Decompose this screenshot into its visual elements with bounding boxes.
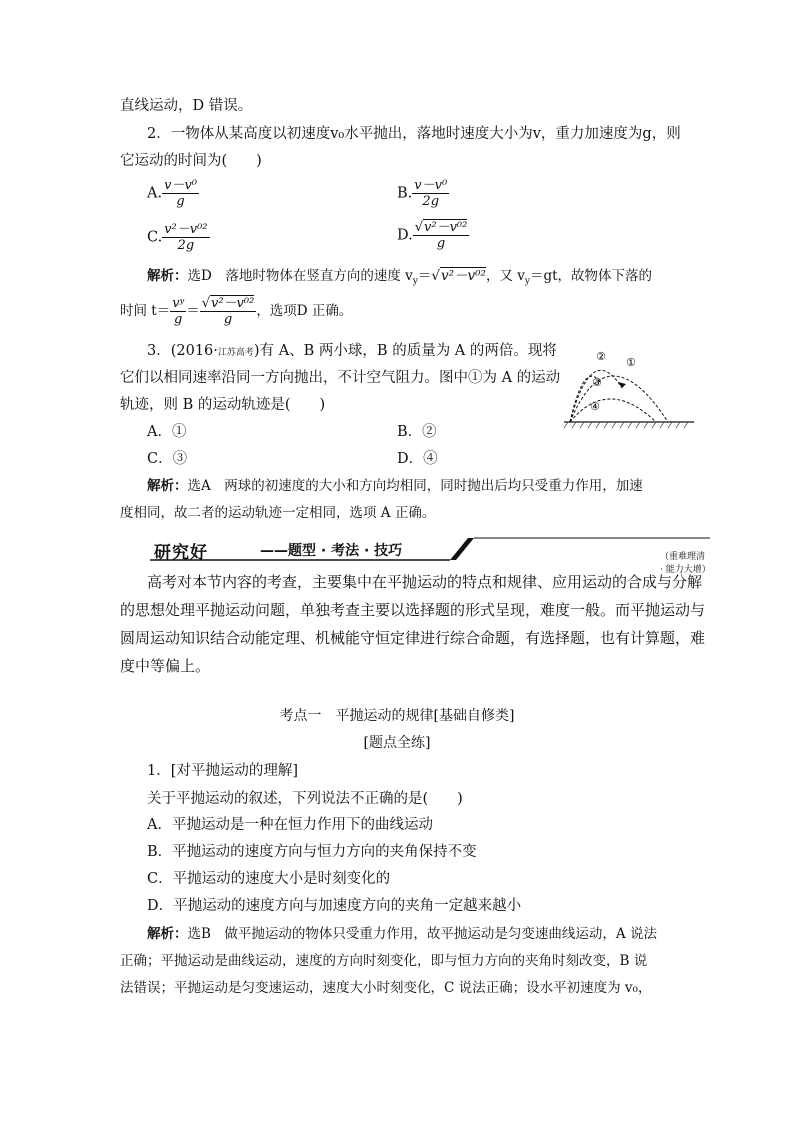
figure-label-2: ② — [596, 350, 606, 363]
overview-line2: 的思想处理平抛运动问题，单独考查主要以选择题的形式呈现，难度一般。而平抛运动与 — [120, 601, 706, 619]
fraction — [162, 222, 209, 253]
sqrt-radicand: v²－v⁰² — [424, 220, 468, 235]
p1-tag: 1．[对平抛运动的理解] — [147, 763, 299, 779]
option-letter: B. — [397, 185, 413, 202]
q2-stem-line2: 它运动的时间为( ) — [120, 153, 262, 169]
sqrt-sign: √ — [414, 220, 424, 235]
section-subheading: [题点全练] — [363, 735, 431, 751]
section-heading: 考点一 平抛运动的规律[基础自修类] — [279, 708, 515, 724]
q3-stem-line2: 它们以相同速率沿同一方向抛出，不计空气阻力。图中①为 A 的运动 — [120, 370, 561, 386]
denominator: 2g — [177, 238, 195, 253]
analysis-label: 解析： — [147, 926, 188, 942]
option-letter: A. — [147, 185, 163, 202]
q3-option-c[interactable]: C．③ — [147, 451, 188, 467]
trajectory-4 — [570, 399, 656, 422]
denominator: g — [223, 312, 233, 327]
q2-stem-line1: 2．一物体从某高度以初速度v₀水平抛出，落地时速度大小为v，重力加速度为g，则 — [147, 126, 681, 142]
denominator: g — [176, 194, 185, 209]
q3-source: 江苏高考 — [217, 348, 254, 358]
fraction — [200, 296, 257, 327]
figure-label-3: ③ — [592, 376, 602, 389]
analysis-text: ＝gt，故物体下落的 — [529, 268, 653, 284]
p1-option-a[interactable]: A．平抛运动是一种在恒力作用下的曲线运动 — [147, 817, 433, 833]
analysis-text: 选B 做平抛运动的物体只受重力作用，故平抛运动是匀变速曲线运动，A 说法 — [187, 926, 657, 942]
sqrt-sign: √ — [431, 268, 440, 284]
numerator: vʸ — [172, 296, 185, 311]
analysis-label: 解析： — [147, 268, 188, 284]
analysis-text: 选D 落地时物体在竖直方向的速度 v — [187, 268, 413, 284]
fraction — [412, 178, 449, 209]
p1-analysis-line3: 法错误；平抛运动是匀变速运动，速度大小时刻变化，C 说法正确；设水平初速度为 v₀， — [120, 980, 652, 996]
p1-option-b[interactable]: B．平抛运动的速度方向与恒力方向的夹角保持不变 — [147, 844, 477, 860]
banner-decoration — [150, 536, 710, 564]
q3-number: 3．(2016· — [147, 343, 218, 359]
overview-line3: 圆周运动知识结合动能定理、机械能守恒定律进行综合命题，有选择题，也有计算题，难 — [120, 629, 706, 647]
numerator: v－v⁰ — [414, 178, 448, 193]
denominator: g — [436, 236, 446, 251]
analysis-text: ，又 v — [485, 268, 525, 284]
figure-label-1: ① — [626, 356, 636, 369]
q2-option-d[interactable] — [397, 220, 469, 262]
q3-option-d[interactable]: D．④ — [397, 451, 438, 467]
fraction — [413, 220, 470, 251]
numerator: v²－v⁰² — [164, 222, 208, 237]
p1-analysis-line2: 正确；平抛运动是曲线运动，速度的方向时刻变化，即与恒力方向的夹角时刻改变，B 说 — [120, 953, 648, 969]
numerator — [200, 296, 257, 312]
overview-line4: 度中等偏上。 — [120, 657, 211, 675]
q3-analysis-line2: 度相同，故二者的运动轨迹一定相同，选项 A 正确。 — [120, 505, 436, 521]
analysis-text: 选A 两球的初速度的大小和方向均相同，同时抛出后均只受重力作用，加速 — [187, 478, 643, 494]
p1-stem: 关于平抛运动的叙述，下列说法不正确的是( ) — [147, 791, 463, 807]
analysis-label: 解析： — [147, 478, 188, 494]
q3-text: )有 A、B 两小球，B 的质量为 A 的两倍。现将 — [253, 343, 557, 359]
q2-analysis-line2 — [120, 296, 352, 336]
p1-option-c[interactable]: C．平抛运动的速度大小是时刻变化的 — [147, 871, 391, 887]
q3-option-a[interactable]: A．① — [147, 424, 187, 440]
denominator: 2g — [422, 194, 440, 209]
subscript: y — [524, 276, 530, 287]
q2-option-c[interactable] — [147, 222, 210, 262]
sqrt-radicand: v²－v⁰² — [210, 296, 255, 311]
banner-title: 研究好 — [154, 543, 208, 563]
q3-stem-line3: 轨迹，则 B 的运动轨迹是( ) — [120, 397, 326, 413]
trajectory-figure — [560, 342, 698, 430]
fraction — [162, 178, 199, 209]
q2-analysis-line1 — [147, 266, 652, 292]
banner-tag: （重难理清 · 能力大增） — [660, 552, 711, 575]
analysis-text: 时间 t＝ — [120, 303, 171, 319]
q3-stem-line1 — [147, 341, 557, 363]
overview-line1: 高考对本节内容的考查，主要集中在平抛运动的特点和规律、应用运动的合成与分解 — [147, 573, 703, 591]
option-letter: D. — [397, 227, 413, 244]
q3-option-b[interactable]: B．② — [397, 424, 437, 440]
q2-option-a[interactable] — [147, 178, 199, 218]
analysis-text: ，选项D 正确。 — [256, 303, 353, 319]
sqrt-sign: √ — [201, 296, 210, 311]
figure-label-4: ④ — [590, 400, 600, 413]
subscript: y — [412, 276, 418, 287]
section-banner — [150, 536, 711, 575]
option-letter: C. — [147, 229, 163, 246]
p1-option-d[interactable]: D．平抛运动的速度方向与加速度方向的夹角一定越来越小 — [147, 898, 522, 914]
equals: ＝ — [186, 303, 200, 319]
q2-option-b[interactable] — [397, 178, 449, 218]
denominator: g — [174, 312, 183, 327]
intro-end-line: 直线运动，D 错误。 — [120, 98, 253, 114]
banner-subtitle: ——题型 · 考法 · 技巧 — [260, 543, 403, 559]
p1-analysis-line1 — [147, 924, 657, 944]
numerator: v－v⁰ — [164, 178, 197, 193]
q3-analysis-line1 — [147, 476, 643, 496]
sqrt-radicand: v²－v⁰² — [440, 268, 486, 284]
numerator — [413, 220, 470, 236]
equals: ＝ — [417, 268, 432, 284]
fraction — [170, 296, 186, 327]
